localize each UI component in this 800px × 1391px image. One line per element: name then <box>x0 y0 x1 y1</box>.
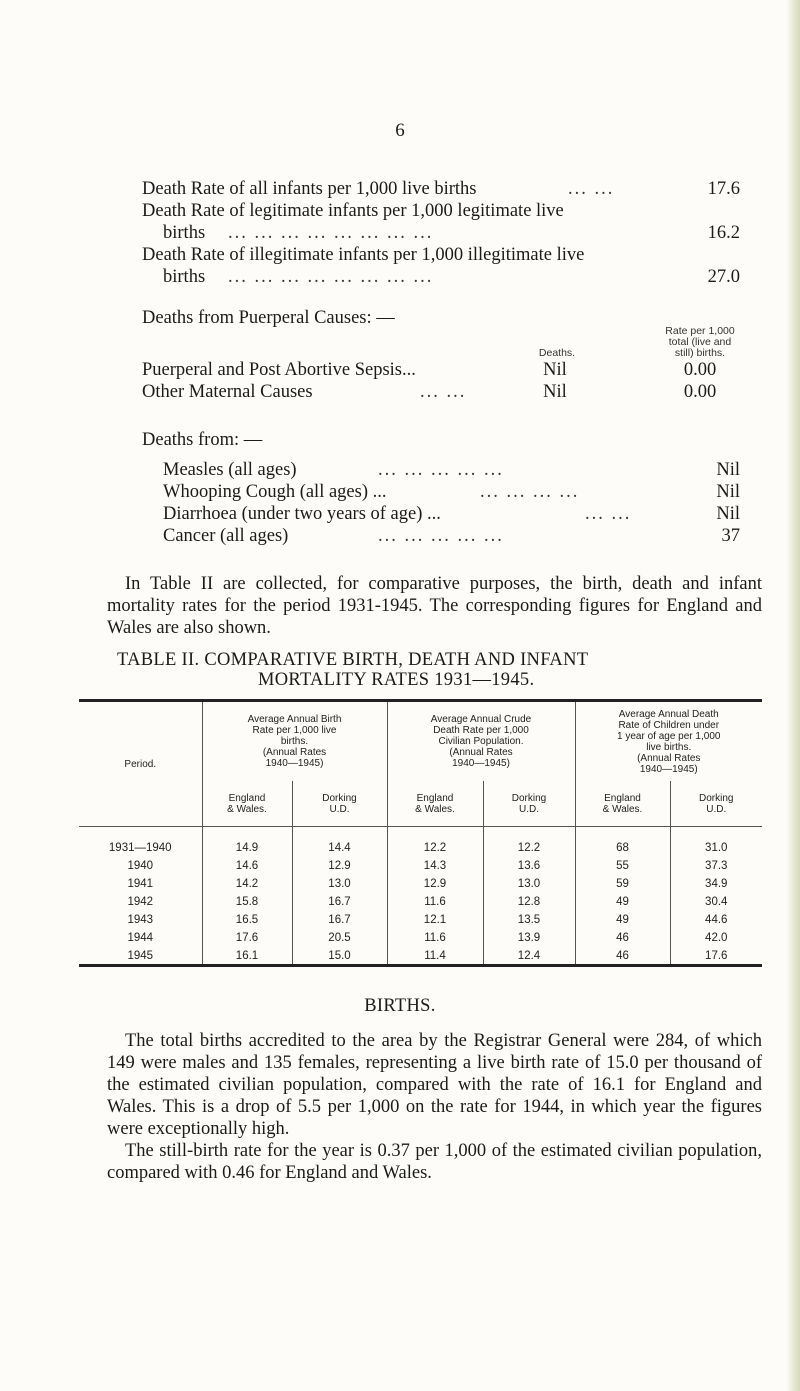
deaths-from-row-value: 37 <box>721 526 740 546</box>
comparative-rates-table <box>79 699 762 967</box>
infant-rate-line: Death Rate of all infants per 1,000 live births <box>142 179 477 199</box>
puerperal-row-label: Other Maternal Causes <box>142 382 313 402</box>
rate-cell: 16.7 <box>292 890 387 908</box>
infant-rate-line: Death Rate of legitimate infants per 1,000 legitimate live <box>142 201 564 221</box>
period-cell: 1943 <box>127 914 154 926</box>
rate-cell: 12.8 <box>483 890 575 908</box>
rate-cell: 59 <box>575 872 670 890</box>
table-caption-line2: MORTALITY RATES 1931—1945. <box>258 670 535 690</box>
leader-dots: ... ... ... ... <box>480 482 580 502</box>
deaths-from-row-value: Nil <box>716 482 740 502</box>
puerperal-rate-value: 0.00 <box>683 360 717 380</box>
sub-header-england-wales: England & Wales. <box>575 781 670 827</box>
table-row <box>79 908 762 926</box>
table-row <box>79 890 762 908</box>
table-row <box>79 926 762 944</box>
rate-cell: 16.5 <box>202 908 292 926</box>
rate-cell: 11.6 <box>387 926 483 944</box>
leader-dots: ... ... ... ... ... <box>378 460 504 480</box>
leader-dots: ... ... <box>420 382 467 402</box>
sub-header-england-wales: England & Wales. <box>387 781 483 827</box>
rate-cell: 12.1 <box>387 908 483 926</box>
rate-column-header: Rate per 1,000 total (live and still) births. <box>665 325 735 359</box>
infant-rate-line: Death Rate of illegitimate infants per 1,000 illegitimate live <box>142 245 585 265</box>
period-cell: 1942 <box>127 896 154 908</box>
rate-cell: 16.7 <box>292 908 387 926</box>
period-header: Period. <box>79 701 202 827</box>
rate-cell: 42.0 <box>670 926 762 944</box>
rate-cell: 13.5 <box>483 908 575 926</box>
table-row <box>79 854 762 872</box>
infant-rate-value: 16.2 <box>707 223 740 243</box>
rate-cell: 37.3 <box>670 854 762 872</box>
infant-rate-line-cont: births <box>163 223 206 243</box>
deaths-from-row-label: Whooping Cough (all ages) ... <box>163 482 387 502</box>
rate-cell: 17.6 <box>202 926 292 944</box>
rate-cell: 12.4 <box>483 944 575 966</box>
births-heading: BIRTHS. <box>364 996 436 1016</box>
rate-cell: 12.2 <box>483 827 575 855</box>
table-row <box>79 872 762 890</box>
table-body <box>79 827 762 966</box>
rate-cell: 11.6 <box>387 890 483 908</box>
puerperal-heading: Deaths from Puerperal Causes: — <box>142 308 395 328</box>
period-cell: 1931—1940 <box>108 842 172 854</box>
deaths-column-header: Deaths. <box>538 347 576 359</box>
rate-cell: 17.6 <box>670 944 762 966</box>
sub-header-dorking: Dorking U.D. <box>292 781 387 827</box>
puerperal-deaths-value: Nil <box>543 382 567 402</box>
rate-cell: 13.9 <box>483 926 575 944</box>
rate-cell: 55 <box>575 854 670 872</box>
deaths-from-row-label: Diarrhoea (under two years of age) ... <box>163 504 441 524</box>
rate-cell: 46 <box>575 944 670 966</box>
deaths-from-row-value: Nil <box>716 504 740 524</box>
leader-dots: ... ... <box>568 179 615 199</box>
rate-cell: 14.6 <box>202 854 292 872</box>
rate-cell: 49 <box>575 908 670 926</box>
puerperal-row-label: Puerperal and Post Abortive Sepsis... <box>142 360 416 380</box>
rate-cell: 13.0 <box>483 872 575 890</box>
infant-rate-value: 27.0 <box>707 267 740 287</box>
rate-cell: 16.1 <box>202 944 292 966</box>
sub-header-dorking: Dorking U.D. <box>483 781 575 827</box>
leader-dots: ... ... ... ... ... <box>378 526 504 546</box>
births-paragraphs <box>107 1030 762 1184</box>
births-paragraph-2: The still-birth rate for the year is 0.37 per 1,000 of the estimated civilian population, compared with 0.46 for England and Wales. <box>107 1141 762 1183</box>
rate-cell: 14.3 <box>387 854 483 872</box>
rate-cell: 14.2 <box>202 872 292 890</box>
puerperal-rate-value: 0.00 <box>683 382 717 402</box>
rate-cell: 12.2 <box>387 827 483 855</box>
sub-header-dorking: Dorking U.D. <box>670 781 762 827</box>
rate-cell: 11.4 <box>387 944 483 966</box>
period-cell: 1945 <box>127 950 154 962</box>
sub-header-england-wales: England & Wales. <box>202 781 292 827</box>
rate-cell: 20.5 <box>292 926 387 944</box>
rate-cell: 12.9 <box>292 854 387 872</box>
period-cell: 1941 <box>127 878 154 890</box>
table-row <box>79 944 762 966</box>
infant-death-rate-group-header: Average Annual Death Rate of Children under 1 year of age per 1,000 live births. (Annual Rates 1940—1945) <box>575 701 762 782</box>
puerperal-deaths-value: Nil <box>543 360 567 380</box>
rate-cell: 44.6 <box>670 908 762 926</box>
deaths-from-heading: Deaths from: — <box>142 430 263 450</box>
table-caption-line1: TABLE II. COMPARATIVE BIRTH, DEATH AND INFANT <box>117 650 589 670</box>
rate-cell: 34.9 <box>670 872 762 890</box>
rate-cell: 15.8 <box>202 890 292 908</box>
rate-cell: 49 <box>575 890 670 908</box>
infant-rate-value: 17.6 <box>707 179 740 199</box>
rate-cell: 30.4 <box>670 890 762 908</box>
leader-dots: ... ... ... ... ... ... ... ... <box>228 267 434 287</box>
deaths-from-row-value: Nil <box>716 460 740 480</box>
rate-cell: 15.0 <box>292 944 387 966</box>
deaths-from-row-label: Measles (all ages) <box>163 460 297 480</box>
intro-paragraph: In Table II are collected, for comparative purposes, the birth, death and infant mortality rates for the period 1931-1945. The corresponding figures for England and Wales are also shown. <box>107 574 762 638</box>
table-row <box>79 827 762 855</box>
period-cell: 1944 <box>127 932 154 944</box>
rate-cell: 13.0 <box>292 872 387 890</box>
page-edge-shadow <box>786 0 800 1391</box>
rate-cell: 31.0 <box>670 827 762 855</box>
rate-cell: 14.9 <box>202 827 292 855</box>
births-paragraph-1: The total births accredited to the area by the Registrar General were 284, of which 149 were males and 135 females, representing a live birth rate of 15.0 per thousand of the estimated civilian population, compared with the rate of 16.1 for England and Wales. This is a drop of 5.5 per 1,000 on the rate for 1944, in which year the figures were exceptionally high. <box>107 1031 762 1139</box>
rate-cell: 14.4 <box>292 827 387 855</box>
birth-rate-group-header: Average Annual Birth Rate per 1,000 live births. (Annual Rates 1940—1945) <box>202 701 387 782</box>
period-cell: 1940 <box>127 860 154 872</box>
page-number: 6 <box>395 120 405 141</box>
leader-dots: ... ... ... ... ... ... ... ... <box>228 223 434 243</box>
death-rate-group-header: Average Annual Crude Death Rate per 1,000 Civilian Population. (Annual Rates 1940—1945) <box>387 701 575 782</box>
rate-cell: 12.9 <box>387 872 483 890</box>
deaths-from-row-label: Cancer (all ages) <box>163 526 289 546</box>
infant-rate-line-cont: births <box>163 267 206 287</box>
rate-cell: 46 <box>575 926 670 944</box>
leader-dots: ... ... <box>585 504 632 524</box>
rate-cell: 68 <box>575 827 670 855</box>
rate-cell: 13.6 <box>483 854 575 872</box>
